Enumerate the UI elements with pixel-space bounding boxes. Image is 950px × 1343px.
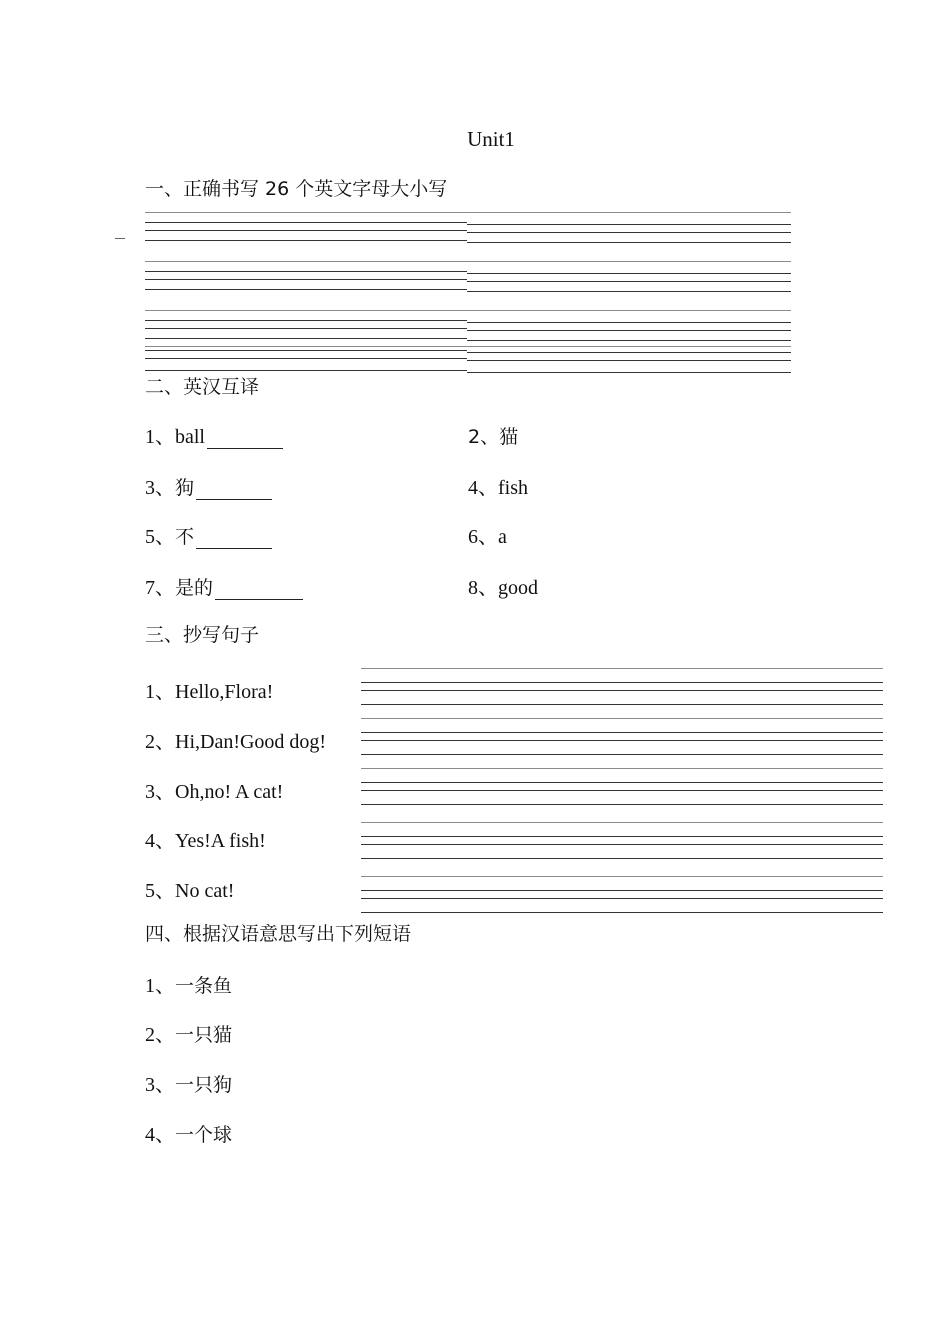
writing-line (145, 320, 467, 321)
item-number: 3、 (145, 781, 175, 803)
item-text: a (498, 526, 507, 548)
writing-line (145, 310, 467, 311)
writing-line (361, 754, 883, 755)
writing-line (361, 822, 883, 823)
item-text: 一条鱼 (175, 975, 233, 997)
item-text: 狗 (175, 477, 195, 499)
phrase-item-4 (145, 1123, 232, 1147)
item-number: 6、 (468, 526, 498, 548)
writing-line (145, 289, 467, 290)
writing-line (713, 782, 777, 783)
writing-line (145, 279, 467, 280)
page-title: Unit1 (467, 127, 515, 151)
writing-line (361, 790, 883, 791)
writing-line (467, 242, 791, 243)
writing-line (467, 346, 791, 347)
item-text: Yes!A fish! (175, 830, 266, 852)
writing-line (361, 732, 883, 733)
writing-line (361, 740, 883, 741)
section2-heading: 二、英汉互译 (145, 376, 260, 398)
writing-line (145, 346, 467, 347)
item-number: 4、 (468, 477, 498, 499)
writing-line (505, 890, 569, 891)
writing-line (467, 360, 791, 361)
writing-line (467, 232, 791, 233)
item-text: 不 (175, 526, 195, 548)
item-text: Oh,no! A cat! (175, 781, 284, 803)
translation-item-6 (468, 525, 507, 549)
copy-sentence-3 (145, 780, 283, 804)
section3-heading: 三、抄写句子 (145, 624, 260, 646)
item-number: 3、 (145, 477, 175, 499)
item-text: ball (175, 426, 205, 448)
copy-sentence-1 (145, 680, 273, 704)
item-number: 4、 (145, 830, 175, 852)
writing-line (505, 754, 569, 755)
writing-line (361, 912, 883, 913)
writing-line (467, 224, 791, 225)
writing-line (467, 372, 791, 373)
writing-line (361, 782, 883, 783)
section4-heading: 四、根据汉语意思写出下列短语 (145, 923, 412, 945)
translation-item-5 (145, 525, 272, 549)
item-text: 一个球 (175, 1124, 233, 1146)
item-text: 猫 (499, 426, 519, 448)
writing-line (361, 718, 883, 719)
item-number: 4、 (145, 1124, 175, 1146)
writing-line (361, 898, 883, 899)
writing-line (713, 890, 777, 891)
phrase-item-2 (145, 1023, 232, 1047)
translation-item-7 (145, 576, 303, 600)
item-number: 5、 (145, 880, 175, 902)
item-number: 2、 (145, 1024, 175, 1046)
writing-line (361, 690, 883, 691)
writing-line (467, 322, 791, 323)
writing-line (145, 212, 467, 213)
writing-line (505, 732, 569, 733)
item-number: 1、 (145, 681, 175, 703)
item-number: 7、 (145, 577, 175, 599)
writing-line (713, 858, 777, 859)
writing-line (713, 912, 777, 913)
writing-line (505, 804, 569, 805)
writing-line (467, 273, 791, 274)
writing-line (361, 858, 883, 859)
copy-sentence-5 (145, 879, 234, 903)
item-number: 3、 (145, 1074, 175, 1096)
writing-line (361, 876, 883, 877)
translation-item-1 (145, 425, 283, 449)
writing-line (467, 310, 791, 311)
writing-line (505, 836, 569, 837)
item-text: Hello,Flora! (175, 681, 274, 703)
copy-sentence-4 (145, 829, 266, 853)
writing-line (145, 261, 467, 262)
writing-line (145, 271, 467, 272)
translation-item-3 (145, 476, 272, 500)
item-text: 一只狗 (175, 1074, 233, 1096)
writing-line (467, 340, 791, 341)
writing-line (505, 704, 569, 705)
item-text: 一只猫 (175, 1024, 233, 1046)
writing-line (361, 704, 883, 705)
writing-line (467, 291, 791, 292)
item-text: Hi,Dan!Good dog! (175, 731, 327, 753)
item-text: fish (498, 477, 528, 499)
item-number: 2、 (468, 426, 500, 448)
writing-line (467, 330, 791, 331)
writing-line (145, 328, 467, 329)
writing-line (145, 370, 467, 371)
item-number: 5、 (145, 526, 175, 548)
writing-line (713, 754, 777, 755)
writing-line (145, 230, 467, 231)
phrase-item-3 (145, 1073, 232, 1097)
writing-line (145, 350, 467, 351)
writing-line (713, 804, 777, 805)
answer-blank[interactable] (196, 479, 272, 500)
writing-line (713, 704, 777, 705)
answer-blank[interactable] (215, 579, 303, 600)
item-text: No cat! (175, 880, 235, 902)
translation-item-2 (468, 425, 518, 449)
stray-mark (115, 238, 125, 239)
writing-line (361, 668, 883, 669)
writing-line (145, 358, 467, 359)
writing-line (361, 768, 883, 769)
item-text: good (498, 577, 538, 599)
writing-line (713, 836, 777, 837)
item-text: 是的 (175, 577, 214, 599)
writing-line (145, 240, 467, 241)
writing-line (467, 352, 791, 353)
writing-line (505, 682, 569, 683)
phrase-item-1 (145, 974, 232, 998)
writing-line (361, 804, 883, 805)
answer-blank[interactable] (207, 428, 283, 449)
writing-line (505, 782, 569, 783)
writing-line (361, 682, 883, 683)
writing-line (467, 281, 791, 282)
item-number: 8、 (468, 577, 498, 599)
writing-line (505, 858, 569, 859)
writing-line (713, 732, 777, 733)
writing-line (361, 890, 883, 891)
writing-line (361, 836, 883, 837)
item-number: 1、 (145, 426, 175, 448)
writing-line (713, 682, 777, 683)
writing-line (361, 844, 883, 845)
writing-line (145, 338, 467, 339)
writing-line (467, 212, 791, 213)
writing-line (505, 912, 569, 913)
translation-item-4 (468, 476, 528, 500)
copy-sentence-2 (145, 730, 326, 754)
translation-item-8 (468, 576, 538, 600)
writing-line (145, 222, 467, 223)
section1-heading: 一、正确书写 26 个英文字母大小写 (145, 178, 448, 200)
answer-blank[interactable] (196, 528, 272, 549)
writing-line (467, 261, 791, 262)
item-number: 1、 (145, 975, 175, 997)
item-number: 2、 (145, 731, 175, 753)
